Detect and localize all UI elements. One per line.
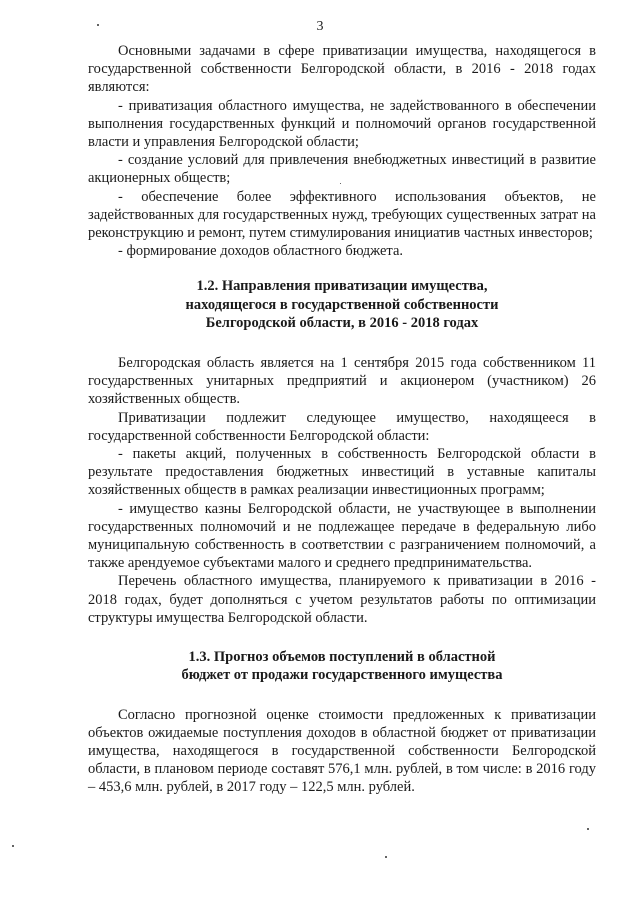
body-list-item: - имущество казны Белгородской области, не участвующее в выполнении государственных полномочий и не подлежащее передаче в федеральную либо муниципальную собственность в соответствии с разграничением полномочий, а также арендуемое субъектами малого и среднего предпринимательства.: [88, 500, 596, 572]
scan-speck: [12, 845, 14, 847]
scan-speck: [385, 856, 387, 858]
body-paragraph: Белгородская область является на 1 сентября 2015 года собственником 11 государственных унитарных предприятий и акционером (участником) 26 хозяйственных обществ.: [88, 355, 596, 408]
heading-line: 1.2. Направления приватизации имущества,: [196, 278, 488, 295]
body-paragraph: Приватизации подлежит следующее имущество, находящееся в государственной собственности Белгородской области:: [88, 409, 596, 444]
scan-speck: [97, 24, 99, 26]
section-heading-1-3: [88, 648, 596, 684]
page-number: 3: [316, 19, 324, 34]
document-body: [88, 42, 596, 797]
intro-list-item: - формирование доходов областного бюджета.: [118, 243, 404, 260]
scan-speck: [340, 183, 341, 184]
intro-list-item: - обеспечение более эффективного использования объектов, не задействованных для государственных нужд, требующих существенных затрат на реконструкцию и ремонт, путем стимулирования инициатив частных инвесторов;: [88, 188, 596, 242]
scan-speck: [587, 828, 589, 830]
heading-line: находящегося в государственной собственности: [185, 296, 499, 313]
body-list-item: - пакеты акций, полученных в собственность Белгородской области в результате предоставления бюджетных инвестиций в уставные капиталы хозяйственных обществ в рамках реализации инвестиционных программ;: [88, 446, 596, 499]
body-paragraph: Перечень областного имущества, планируемого к приватизации в 2016 - 2018 годах, будет дополняться с учетом результатов работы по оптимизации структуры имущества Белгородской области.: [88, 573, 596, 626]
intro-list-item: - приватизация областного имущества, не задействованного в обеспечении выполнения государственных функций и полномочий органов государственной власти и управления Белгородской области;: [88, 97, 596, 151]
intro-list-item: - создание условий для привлечения внебюджетных инвестиций в развитие акционерных обществ;: [88, 152, 596, 187]
heading-line: бюджет от продажи государственного имущества: [181, 667, 503, 684]
intro-paragraph: Основными задачами в сфере приватизации имущества, находящегося в государственной собственности Белгородской области, в 2016 - 2018 годах являются:: [88, 43, 596, 96]
heading-line: Белгородской области, в 2016 - 2018 годах: [205, 314, 479, 331]
section-heading-1-2: [88, 277, 596, 332]
heading-line: 1.3. Прогноз объемов поступлений в областной: [188, 649, 496, 666]
body-paragraph: Согласно прогнозной оценке стоимости предложенных к приватизации объектов ожидаемые поступления доходов в областной бюджет от приватизации имущества, находящегося в государственной собственности Белгородской области, в плановом периоде составят 576,1 млн. рублей, в том числе: в 2016 году – 453,6 млн. рублей, в 2017 году – 122,5 млн. рублей.: [88, 706, 596, 796]
